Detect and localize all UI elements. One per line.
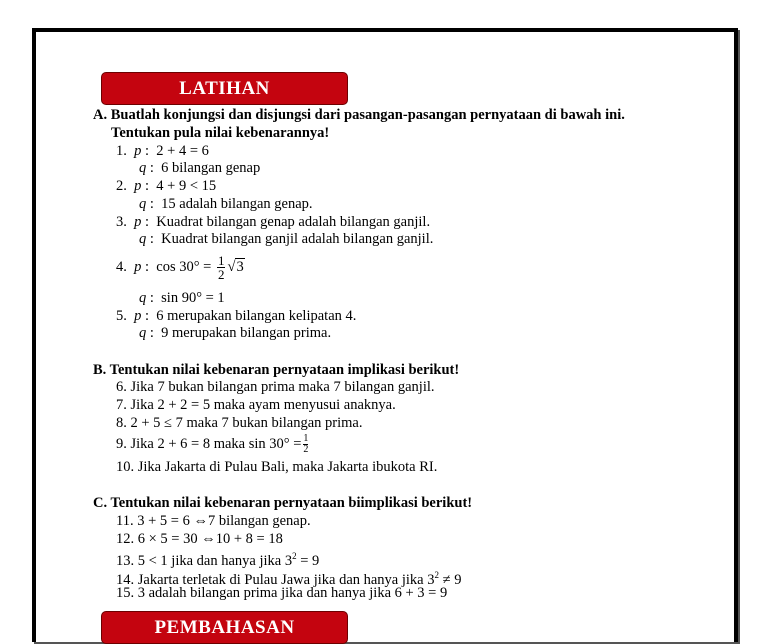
list-item: 7. Jika 2 + 2 = 5 maka ayam menyusui anaknya. — [116, 397, 396, 413]
list-item: 3. p : Kuadrat bilangan genap adalah bilangan ganjil. — [116, 214, 431, 230]
list-item: q : 9 merupakan bilangan prima. — [139, 325, 332, 341]
list-item: 5. p : 6 merupakan bilangan kelipatan 4. — [116, 308, 357, 324]
list-item: 13. 5 < 1 jika dan hanya jika $3^2 = 9$ — [116, 551, 320, 569]
section-c-heading: C. Tentukan nilai kebenaran pernyataan biimplikasi berikut! — [93, 495, 473, 511]
latihan-banner: LATIHAN — [101, 72, 348, 105]
list-item: 11. 3 + 5 = 6 ⇔7 bilangan genap. — [116, 513, 311, 529]
list-item: 10. Jika Jakarta di Pulau Bali, maka Jakarta ibukota RI. — [116, 459, 438, 475]
fraction: $\frac{1}{2}$ — [217, 253, 225, 283]
list-item: 6. Jika 7 bukan bilangan prima maka 7 bilangan ganjil. — [116, 379, 435, 395]
fraction: $\frac{1}{2}$ — [303, 433, 309, 456]
list-item: 12. 6 × 5 = 30 ⇔10 + 8 = 18 — [116, 531, 283, 547]
list-item: q : Kuadrat bilangan ganjil adalah bilangan ganjil. — [139, 231, 434, 247]
list-item: 14. Jakarta terletak di Pulau Jawa jika dan hanya jika $3^2 \ne 9$ — [116, 570, 462, 588]
list-item: 15. 3 adalah bilangan prima jika dan hanya jika 6 + 3 = 9 — [116, 585, 448, 601]
list-item: 9. Jika 2 + 6 = 8 maka sin 30° = $\frac{1}{2}$ — [116, 433, 309, 456]
list-item: q : 6 bilangan genap — [139, 160, 261, 176]
list-item: 2. p : 4 + 9 < 15 — [116, 178, 217, 194]
section-a-subheading: Tentukan pula nilai kebenarannya! — [111, 125, 330, 141]
list-item: 8. 2 + 5 ≤ 7 maka 7 bukan bilangan prima. — [116, 415, 363, 431]
section-a-heading: A. Buatlah konjungsi dan disjungsi dari pasangan-pasangan pernyataan di bawah ini. — [93, 107, 625, 123]
list-item: 4. p : cos 30° = $\frac{1}{2}$ √3 — [116, 253, 244, 283]
pembahasan-banner: PEMBAHASAN — [101, 611, 348, 644]
list-item: q : 15 adalah bilangan genap. — [139, 196, 313, 212]
section-b-heading: B. Tentukan nilai kebenaran pernyataan implikasi berikut! — [93, 362, 460, 378]
list-item: 1. p : 2 + 4 = 6 — [116, 143, 209, 159]
list-item: q : sin 90° = 1 — [139, 290, 225, 306]
